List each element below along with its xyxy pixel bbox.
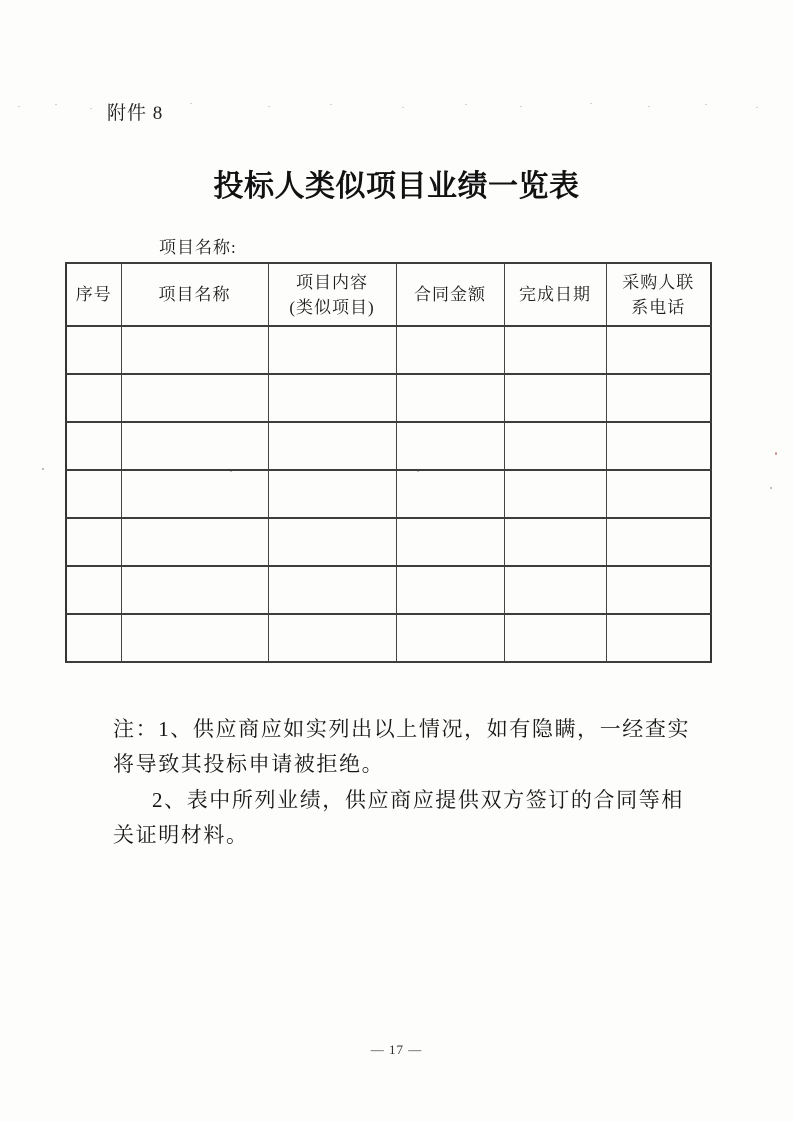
empty-cell — [504, 566, 606, 614]
table-row — [66, 422, 711, 470]
empty-cell — [504, 470, 606, 518]
header-cell-serial-number — [66, 263, 121, 326]
header-label: 项目内容 — [296, 272, 368, 292]
table-row — [66, 566, 711, 614]
empty-cell — [396, 326, 504, 374]
header-label: 完成日期 — [519, 285, 591, 304]
empty-cell — [396, 374, 504, 422]
empty-cell — [396, 518, 504, 566]
header-cell-completion-date — [504, 263, 606, 326]
table-caption: 项目名称: — [159, 238, 237, 257]
table-row — [66, 614, 711, 662]
page-title: 投标人类似项目业绩一览表 — [213, 170, 580, 203]
empty-cell — [121, 422, 268, 470]
header-label: 系电话 — [631, 297, 686, 317]
empty-cell — [66, 566, 121, 614]
empty-cell — [66, 374, 121, 422]
empty-cell — [121, 374, 268, 422]
empty-cell — [504, 422, 606, 470]
empty-cell — [268, 374, 396, 422]
page-number: — 17 — — [370, 1042, 423, 1057]
note-line: 注：1、供应商应如实列出以上情况，如有隐瞒，一经查实 — [113, 717, 691, 741]
empty-cell — [396, 422, 504, 470]
empty-cell — [504, 374, 606, 422]
header-row — [66, 263, 711, 326]
note-line: 2、表中所列业绩，供应商应提供双方签订的合同等相 — [152, 787, 684, 812]
empty-cell — [268, 470, 396, 518]
empty-cell — [121, 470, 268, 518]
header-label: 采购人联 — [622, 272, 695, 292]
attachment-label: 附件 8 — [107, 103, 164, 124]
empty-cell — [504, 326, 606, 374]
empty-cell — [396, 470, 504, 518]
empty-cell — [504, 518, 606, 566]
empty-cell — [504, 614, 606, 662]
notes-block — [113, 712, 713, 854]
table-row — [66, 470, 711, 518]
header-cell-project-content — [268, 263, 396, 326]
empty-cell — [66, 326, 121, 374]
empty-cell — [606, 566, 711, 614]
empty-cell — [66, 422, 121, 470]
header-cell-contract-amount — [396, 263, 504, 326]
note-line: 将导致其投标申请被拒绝。 — [113, 752, 385, 777]
empty-cell — [268, 326, 396, 374]
empty-cell — [66, 470, 121, 518]
empty-cell — [121, 518, 268, 566]
empty-cell — [121, 326, 268, 374]
table-row — [66, 374, 711, 422]
empty-cell — [66, 614, 121, 662]
header-label: 项目名称 — [158, 285, 231, 304]
note-line: 关证明材料。 — [113, 823, 249, 848]
table-row — [66, 518, 711, 566]
empty-cell — [121, 566, 268, 614]
performance-table — [65, 262, 712, 663]
empty-cell — [606, 518, 711, 566]
empty-cell — [606, 614, 711, 662]
empty-cell — [268, 614, 396, 662]
table-row — [66, 326, 711, 374]
header-label: 序号 — [75, 285, 112, 304]
empty-cell — [268, 566, 396, 614]
empty-cell — [396, 566, 504, 614]
empty-cell — [268, 422, 396, 470]
empty-cell — [121, 614, 268, 662]
empty-cell — [606, 326, 711, 374]
header-label: 合同金额 — [414, 285, 486, 304]
header-cell-project-name — [121, 263, 268, 326]
empty-cell — [606, 470, 711, 518]
empty-cell — [606, 422, 711, 470]
header-label: (类似项目) — [289, 297, 375, 317]
empty-cell — [396, 614, 504, 662]
empty-cell — [606, 374, 711, 422]
empty-cell — [268, 518, 396, 566]
empty-cell — [66, 518, 121, 566]
header-cell-purchaser-phone — [606, 263, 711, 326]
